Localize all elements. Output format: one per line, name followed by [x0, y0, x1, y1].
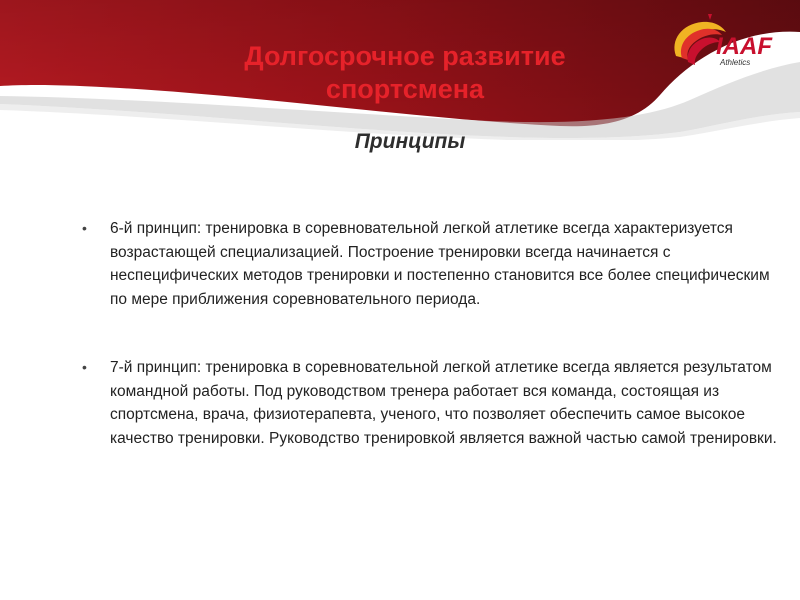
bullet-item	[80, 217, 780, 311]
iaaf-logo-icon	[668, 12, 786, 76]
bullet-icon: •	[82, 359, 87, 375]
slide-subtitle: Принципы	[354, 130, 466, 153]
slide-title: Долгосрочное развитие спортсмена	[244, 41, 566, 104]
bullet-text: 7-й принцип: тренировка в соревновательной легкой атлетике всегда является результатом командной работы. Под руководством тренера работает вся команда, состоящая из спортсмена, врача, физиотерапевта, ученого, что позволяет обеспечить самое высокое качество тренировки. Руководство тренировкой является важной частью самой тренировки.	[110, 359, 777, 447]
bullet-icon: •	[82, 220, 87, 236]
bullet-list	[80, 217, 780, 450]
logo-wordmark: IAAF	[716, 33, 772, 60]
bullet-text: 6-й принцип: тренировка в соревновательной легкой атлетике всегда характеризуется возрастающей специализацией. Построение тренировки всегда начинается с неспецифических методов тренировки и постепенно становится все более специфическим по мере приближения соревновательного периода.	[110, 220, 770, 308]
bullet-item	[80, 356, 780, 450]
logo-subtext: Athletics	[720, 58, 751, 67]
iaaf-logo	[668, 12, 786, 76]
